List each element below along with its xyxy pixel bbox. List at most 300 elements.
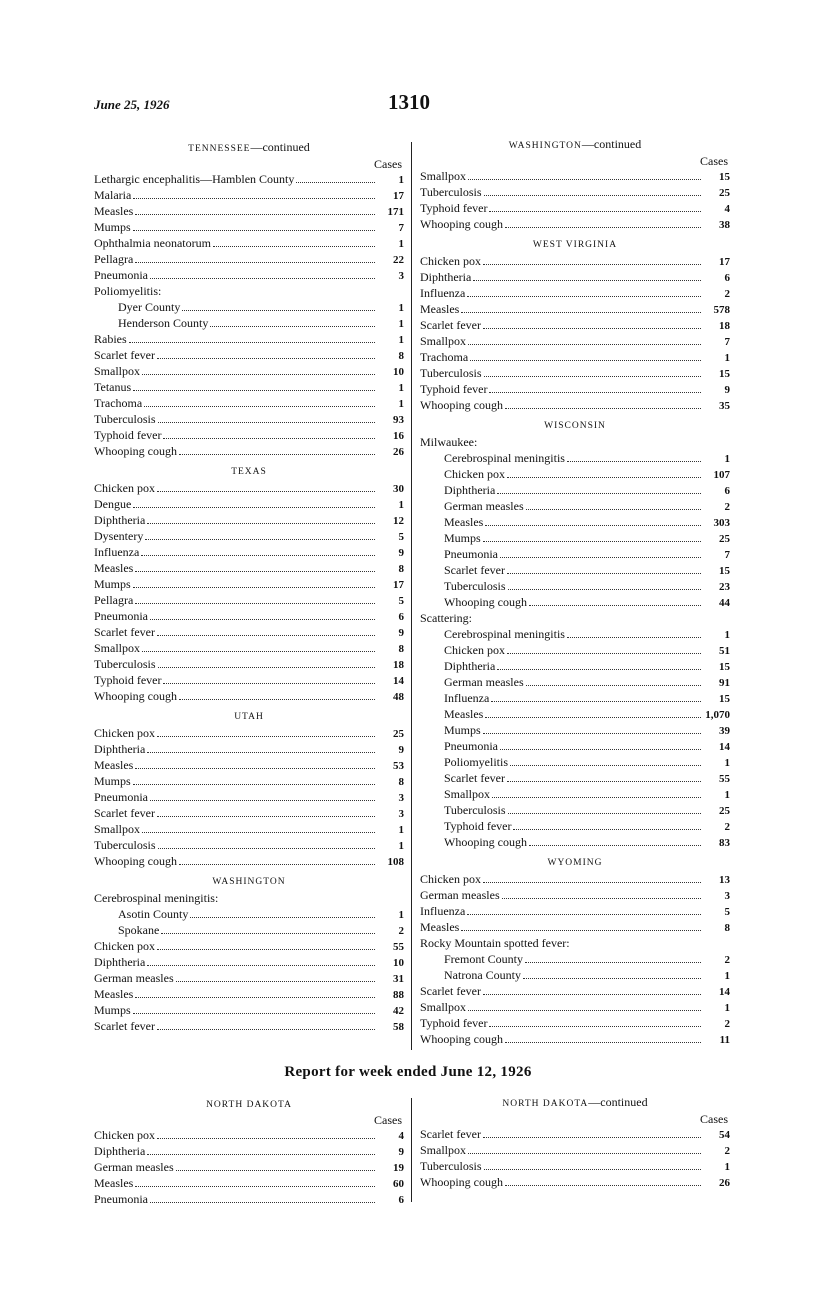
table-row — [94, 1127, 404, 1143]
dot-leader — [157, 816, 375, 817]
table-row — [94, 1143, 404, 1159]
case-count: 4 — [724, 203, 730, 215]
table-row — [420, 658, 730, 674]
case-count: 15 — [719, 661, 730, 673]
table-row — [94, 970, 404, 986]
disease-label: Spokane — [118, 923, 160, 937]
disease-label: Measles — [420, 920, 460, 934]
dot-leader — [508, 589, 701, 590]
disease-label: Dysentery — [94, 529, 144, 543]
table-row — [420, 466, 730, 482]
cases-column-label: Cases — [700, 1112, 728, 1126]
disease-label: Dengue — [94, 497, 132, 511]
case-count: 2 — [724, 288, 730, 300]
disease-label: Smallpox — [420, 334, 467, 348]
dot-leader — [507, 653, 701, 654]
table-row — [94, 379, 404, 395]
table-row — [420, 1174, 730, 1190]
table-row — [94, 906, 404, 922]
case-count: 93 — [393, 414, 404, 426]
table-row — [420, 1158, 730, 1174]
disease-label: Pneumonia — [94, 268, 148, 282]
column-top-left — [94, 140, 404, 1034]
state-name: TEXAS — [231, 467, 267, 477]
disease-label: Pellagra — [94, 593, 134, 607]
disease-label: Tuberculosis — [420, 185, 482, 199]
page-number: 1310 — [388, 90, 430, 114]
dot-leader — [144, 406, 375, 407]
disease-label: Measles — [94, 1176, 134, 1190]
table-row — [94, 592, 404, 608]
state-heading — [420, 1095, 730, 1111]
continued-note: —continued — [581, 137, 642, 151]
case-count: 7 — [724, 549, 730, 561]
disease-label: Scarlet fever — [420, 984, 481, 998]
case-count: 9 — [398, 627, 404, 639]
dot-leader — [142, 374, 375, 375]
case-count: 18 — [719, 320, 730, 332]
table-row — [420, 871, 730, 887]
case-count: 6 — [398, 1194, 404, 1206]
disease-label: German measles — [444, 675, 524, 689]
dot-leader — [157, 1029, 375, 1030]
disease-label: Whooping cough — [94, 689, 177, 703]
table-row — [94, 821, 404, 837]
dot-leader — [489, 211, 701, 212]
table-row — [420, 626, 730, 642]
table-row — [94, 251, 404, 267]
table-row — [94, 411, 404, 427]
dot-leader — [179, 864, 375, 865]
case-count: 17 — [719, 256, 730, 268]
disease-label: Mumps — [94, 1003, 131, 1017]
case-count: 7 — [398, 222, 404, 234]
case-count: 4 — [398, 1130, 404, 1142]
case-count: 25 — [719, 805, 730, 817]
dot-leader — [135, 214, 375, 215]
disease-label: Asotin County — [118, 907, 189, 921]
disease-label: Scattering: — [420, 611, 472, 625]
disease-label: Lethargic encephalitis—Hamblen County — [94, 172, 295, 186]
table-row — [420, 802, 730, 818]
case-count: 39 — [719, 725, 730, 737]
case-count: 1 — [724, 1002, 730, 1014]
case-count: 1 — [724, 1161, 730, 1173]
table-row — [420, 1126, 730, 1142]
case-count: 58 — [393, 1021, 404, 1033]
dot-leader — [147, 1154, 375, 1155]
disease-label: Scarlet fever — [94, 625, 155, 639]
disease-label: Diphtheria — [94, 742, 146, 756]
table-row — [94, 656, 404, 672]
table-row — [420, 1031, 730, 1047]
dot-leader — [129, 342, 375, 343]
disease-label: Henderson County — [118, 316, 209, 330]
dot-leader — [135, 262, 375, 263]
dot-leader — [492, 797, 701, 798]
disease-label: Diphtheria — [420, 270, 472, 284]
table-row — [420, 690, 730, 706]
dot-leader — [296, 182, 375, 183]
dot-leader — [150, 619, 375, 620]
case-count: 1 — [398, 824, 404, 836]
state-name: NORTH DAKOTA — [206, 1100, 292, 1110]
case-count: 9 — [398, 547, 404, 559]
dot-leader — [147, 965, 375, 966]
dot-leader — [483, 882, 701, 883]
dot-leader — [461, 930, 701, 931]
table-row — [94, 986, 404, 1002]
case-count: 22 — [393, 254, 404, 266]
dot-leader — [147, 523, 375, 524]
dot-leader — [467, 914, 701, 915]
table-row — [94, 512, 404, 528]
case-count: 303 — [713, 517, 730, 529]
dot-leader — [484, 195, 701, 196]
disease-label: Smallpox — [444, 787, 491, 801]
disease-label: Chicken pox — [94, 481, 155, 495]
table-row — [420, 184, 730, 200]
case-count: 14 — [719, 986, 730, 998]
disease-label: Typhoid fever — [444, 819, 512, 833]
cases-column-label: Cases — [700, 154, 728, 168]
case-count: 15 — [719, 693, 730, 705]
dot-leader — [135, 603, 375, 604]
dot-leader — [485, 717, 701, 718]
table-row — [420, 200, 730, 216]
case-count: 55 — [393, 941, 404, 953]
disease-label: Chicken pox — [444, 643, 505, 657]
disease-label: Pneumonia — [94, 790, 148, 804]
table-row — [94, 443, 404, 459]
disease-label: Trachoma — [420, 350, 469, 364]
case-count: 23 — [719, 581, 730, 593]
disease-label: Whooping cough — [420, 217, 503, 231]
table-row — [420, 834, 730, 850]
case-count: 9 — [398, 744, 404, 756]
dot-leader — [150, 800, 375, 801]
dot-leader — [505, 408, 701, 409]
dot-leader — [489, 1026, 701, 1027]
table-row — [94, 1191, 404, 1207]
dot-leader — [157, 635, 375, 636]
table-row — [420, 770, 730, 786]
column-bottom-left — [94, 1098, 404, 1207]
table-row — [94, 528, 404, 544]
disease-label: Scarlet fever — [94, 806, 155, 820]
table-row — [420, 285, 730, 301]
dot-leader — [142, 832, 375, 833]
dot-leader — [133, 784, 375, 785]
case-count: 48 — [393, 691, 404, 703]
case-count: 578 — [713, 304, 730, 316]
table-row — [94, 347, 404, 363]
dot-leader — [483, 733, 701, 734]
table-row — [94, 624, 404, 640]
dot-leader — [145, 539, 375, 540]
case-count: 19 — [393, 1162, 404, 1174]
column-divider — [411, 142, 412, 1050]
disease-label: Diphtheria — [94, 513, 146, 527]
disease-label: Tuberculosis — [94, 657, 156, 671]
table-row — [420, 722, 730, 738]
dot-leader — [158, 667, 375, 668]
table-row — [420, 333, 730, 349]
subgroup-heading — [420, 434, 730, 450]
disease-label: Tuberculosis — [94, 412, 156, 426]
table-row — [420, 818, 730, 834]
state-name: WASHINGTON — [212, 877, 286, 887]
case-count: 5 — [398, 595, 404, 607]
table-row — [420, 706, 730, 722]
state-heading — [94, 465, 404, 479]
disease-label: Measles — [94, 204, 134, 218]
case-count: 12 — [393, 515, 404, 527]
case-count: 8 — [398, 643, 404, 655]
table-row — [94, 560, 404, 576]
case-count: 91 — [719, 677, 730, 689]
disease-label: Chicken pox — [94, 726, 155, 740]
disease-label: Dyer County — [118, 300, 181, 314]
dot-leader — [157, 358, 375, 359]
disease-label: German measles — [94, 971, 174, 985]
table-row — [420, 1015, 730, 1031]
disease-label: Whooping cough — [94, 444, 177, 458]
disease-label: Tuberculosis — [444, 579, 506, 593]
state-name: UTAH — [234, 712, 264, 722]
case-count: 5 — [724, 906, 730, 918]
table-row — [420, 397, 730, 413]
dot-leader — [526, 685, 701, 686]
subgroup-heading — [94, 283, 404, 299]
disease-label: Mumps — [444, 723, 481, 737]
case-count: 1 — [724, 629, 730, 641]
disease-label: Tetanus — [94, 380, 132, 394]
case-count: 10 — [393, 957, 404, 969]
dot-leader — [163, 438, 375, 439]
case-count: 25 — [719, 187, 730, 199]
disease-label: Pneumonia — [444, 739, 498, 753]
case-count: 2 — [398, 925, 404, 937]
dot-leader — [179, 454, 375, 455]
disease-label: Smallpox — [420, 1000, 467, 1014]
column-top-right — [420, 137, 730, 1047]
case-count: 1 — [398, 174, 404, 186]
dot-leader — [157, 949, 375, 950]
continued-note: —continued — [250, 140, 310, 154]
disease-label: Diphtheria — [444, 483, 496, 497]
state-name: WISCONSIN — [544, 421, 606, 431]
table-row — [94, 853, 404, 869]
state-heading — [420, 419, 730, 433]
disease-label: Cerebrospinal meningitis — [444, 627, 565, 641]
disease-label: Malaria — [94, 188, 132, 202]
case-count: 7 — [724, 336, 730, 348]
case-count: 8 — [398, 563, 404, 575]
disease-label: Smallpox — [94, 364, 141, 378]
table-row — [94, 773, 404, 789]
state-name: WEST VIRGINIA — [532, 240, 618, 250]
disease-label: Typhoid fever — [420, 201, 488, 215]
dot-leader — [525, 962, 701, 963]
disease-label: Mumps — [94, 577, 131, 591]
case-count: 6 — [398, 611, 404, 623]
dot-leader — [567, 637, 701, 638]
dot-leader — [133, 198, 375, 199]
table-row — [420, 642, 730, 658]
table-row — [420, 216, 730, 232]
dot-leader — [529, 845, 701, 846]
case-count: 9 — [724, 384, 730, 396]
disease-label: Measles — [444, 515, 484, 529]
table-row — [94, 171, 404, 187]
disease-label: Tuberculosis — [444, 803, 506, 817]
dot-leader — [507, 781, 701, 782]
disease-label: Fremont County — [444, 952, 524, 966]
state-heading — [420, 238, 730, 252]
disease-label: Smallpox — [420, 169, 467, 183]
column-bottom-right — [420, 1095, 730, 1190]
case-count: 1 — [398, 499, 404, 511]
case-count: 2 — [724, 954, 730, 966]
table-row — [94, 395, 404, 411]
dot-leader — [135, 768, 375, 769]
disease-label: Scarlet fever — [444, 563, 505, 577]
disease-label: Diphtheria — [444, 659, 496, 673]
dot-leader — [468, 344, 701, 345]
case-count: 1 — [724, 352, 730, 364]
dot-leader — [176, 1170, 375, 1171]
table-row — [94, 805, 404, 821]
case-count: 15 — [719, 171, 730, 183]
table-row — [420, 578, 730, 594]
case-count: 88 — [393, 989, 404, 1001]
table-row — [420, 1142, 730, 1158]
table-row — [94, 576, 404, 592]
state-heading — [94, 710, 404, 724]
table-row — [94, 954, 404, 970]
case-count: 3 — [398, 808, 404, 820]
disease-label: Cerebrospinal meningitis — [444, 451, 565, 465]
disease-label: Natrona County — [444, 968, 521, 982]
table-row — [94, 544, 404, 560]
table-row — [94, 187, 404, 203]
table-row — [420, 951, 730, 967]
case-count: 2 — [724, 501, 730, 513]
dot-leader — [483, 328, 701, 329]
disease-label: Typhoid fever — [420, 1016, 488, 1030]
disease-label: Measles — [420, 302, 460, 316]
disease-label: Whooping cough — [94, 854, 177, 868]
disease-label: Influenza — [420, 904, 466, 918]
disease-label: Chicken pox — [94, 939, 155, 953]
disease-label: Pneumonia — [94, 609, 148, 623]
disease-label: Scarlet fever — [420, 318, 481, 332]
case-count: 1 — [398, 398, 404, 410]
state-heading — [94, 875, 404, 889]
state-heading — [420, 137, 730, 153]
disease-label: Scarlet fever — [94, 1019, 155, 1033]
case-count: 31 — [393, 973, 404, 985]
state-heading — [94, 140, 404, 156]
column-divider — [411, 1098, 412, 1202]
state-name: WASHINGTON — [508, 141, 582, 151]
dot-leader — [505, 227, 701, 228]
dot-leader — [502, 898, 701, 899]
dot-leader — [526, 509, 701, 510]
case-count: 11 — [719, 1034, 730, 1046]
case-count: 2 — [724, 1145, 730, 1157]
table-row — [420, 301, 730, 317]
dot-leader — [505, 1185, 701, 1186]
disease-label: German measles — [444, 499, 524, 513]
table-row — [94, 480, 404, 496]
table-row — [94, 267, 404, 283]
table-row — [420, 253, 730, 269]
dot-leader — [461, 312, 701, 313]
case-count: 108 — [387, 856, 404, 868]
dot-leader — [507, 573, 701, 574]
table-row — [420, 365, 730, 381]
disease-label: Scarlet fever — [444, 771, 505, 785]
case-count: 1 — [724, 453, 730, 465]
case-count: 18 — [393, 659, 404, 671]
table-row — [420, 738, 730, 754]
table-row — [94, 203, 404, 219]
dot-leader — [468, 1010, 701, 1011]
subgroup-heading — [420, 610, 730, 626]
dot-leader — [133, 507, 375, 508]
dot-leader — [190, 917, 375, 918]
dot-leader — [483, 264, 701, 265]
dot-leader — [467, 296, 701, 297]
table-row — [420, 887, 730, 903]
case-count: 3 — [398, 270, 404, 282]
case-count: 14 — [393, 675, 404, 687]
disease-label: Chicken pox — [420, 254, 481, 268]
case-count: 8 — [398, 776, 404, 788]
case-count: 15 — [719, 565, 730, 577]
dot-leader — [500, 557, 701, 558]
disease-label: Mumps — [94, 220, 131, 234]
issue-date: June 25, 1926 — [94, 97, 170, 112]
disease-label: Mumps — [444, 531, 481, 545]
table-row — [420, 168, 730, 184]
disease-label: Scarlet fever — [420, 1127, 481, 1141]
disease-label: Pellagra — [94, 252, 134, 266]
dot-leader — [508, 813, 701, 814]
dot-leader — [468, 1153, 701, 1154]
table-row — [94, 789, 404, 805]
table-row — [94, 938, 404, 954]
dot-leader — [489, 392, 701, 393]
dot-leader — [133, 390, 375, 391]
dot-leader — [157, 1138, 375, 1139]
table-row — [420, 349, 730, 365]
table-row — [420, 919, 730, 935]
disease-label: Pneumonia — [444, 547, 498, 561]
table-row — [420, 530, 730, 546]
disease-label: Scarlet fever — [94, 348, 155, 362]
disease-label: Tuberculosis — [420, 366, 482, 380]
table-row — [420, 594, 730, 610]
state-heading — [94, 1098, 404, 1112]
dot-leader — [484, 376, 701, 377]
dot-leader — [161, 933, 375, 934]
case-count: 2 — [724, 821, 730, 833]
disease-label: Pneumonia — [94, 1192, 148, 1206]
case-count: 60 — [393, 1178, 404, 1190]
